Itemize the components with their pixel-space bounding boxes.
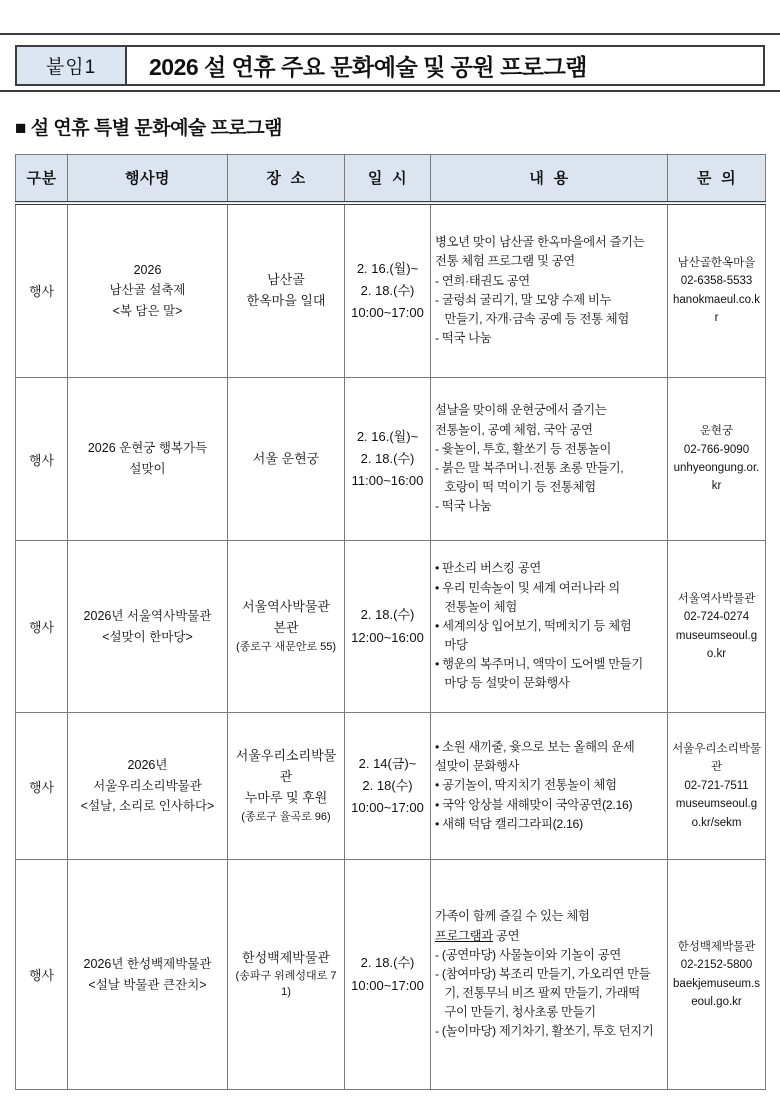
column-header: 내 용 [431,155,668,203]
content-cell [431,541,668,713]
column-header: 장 소 [228,155,345,203]
section-heading: ■ 설 연휴 특별 문화예술 프로그램 [15,118,282,139]
content-underlined-text: 프로그램과 [435,928,493,943]
content-line: 설맞이 문화행사 [435,759,520,774]
contact-cell [668,203,766,378]
datetime-cell [345,378,431,541]
contact-line: 02-2152-5800 [680,959,753,972]
contact-cell [668,860,766,1090]
table-row [16,203,766,378]
datetime-line: 11:00~16:00 [351,473,424,489]
category-label: 행사 [28,968,55,983]
contact-cell [668,541,766,713]
event-name-cell [68,378,228,541]
event-name-line: 서울우리소리박물관 [93,778,202,793]
content-cell [431,713,668,860]
event-name-line: 2026년 서울역사박물관 [83,608,212,623]
event-name-line: 설맞이 [129,462,166,476]
place-cell [228,203,345,378]
content-line: - 굴렁쇠 굴리기, 말 모양 수제 비누 [435,292,612,307]
event-name-cell [68,860,228,1090]
contact-cell [668,713,766,860]
content-cell [431,860,668,1090]
content-cell [431,203,668,378]
content-line: 전통놀이, 공예 체험, 국악 공연 [435,422,593,437]
content-line: 기, 전통무늬 비즈 팔찌 만들기, 가래떡 [435,986,640,1001]
content-line: 마당 [435,638,468,653]
contact-line: 남산골한옥마을 [677,256,756,269]
content-line: 설날을 맞이해 운현궁에서 즐기는 [435,403,607,418]
content-line: 가족이 함께 즐길 수 있는 체험 [435,909,590,924]
event-name-line: <복 담은 말> [112,304,183,319]
place-cell [228,860,345,1090]
category-cell [16,860,68,1090]
datetime-line: 2. 14(금)~ [358,755,417,771]
datetime-line: 2. 18.(수) [360,450,415,466]
category-cell [16,203,68,378]
content-line: • 국악 앙상블 새해맞이 국악공연(2.16) [435,797,633,812]
event-name-line: 2026년 [127,758,168,773]
content-line [435,927,663,946]
category-label: 행사 [28,452,55,468]
content-line: 구이 만들기, 청사초롱 만들기 [435,1005,596,1020]
contact-line: 02-6358-5533 [680,275,753,288]
content-line: 만들기, 자개·금속 공예 등 전통 체험 [435,311,629,326]
datetime-line: 2. 18.(수) [360,282,415,298]
content-line: - (공연마당) 사물놀이와 기놀이 공연 [435,947,621,962]
category-label: 행사 [28,779,55,795]
datetime-line: 2. 18(수) [362,777,413,793]
datetime-line: 2. 18.(수) [360,955,415,971]
datetime-cell [345,541,431,713]
content-line: • 소원 새끼줄, 윷으로 보는 올해의 운세 [435,740,635,755]
content-line: • 판소리 버스킹 공연 [435,561,541,576]
table-row [16,541,766,713]
datetime-line: 10:00~17:00 [351,977,424,993]
attachment-badge: 붙임1 [17,47,127,84]
contact-line: 한성백제박물관 [677,940,756,953]
event-name-line: <설날 박물관 큰잔치> [88,977,207,992]
page [0,33,780,1090]
datetime-cell [345,860,431,1090]
content-cell [431,378,668,541]
content-text: 공연 [492,928,520,943]
event-name-line: 2026 [133,262,162,277]
datetime-line: 12:00~16:00 [351,629,424,645]
datetime-line: 10:00~17:00 [351,800,424,816]
top-divider [0,33,780,35]
content-line: 전통 체험 프로그램 및 공연 [435,254,575,269]
content-line: - (참여마당) 복조리 만들기, 가오리연 만들 [435,966,651,981]
place-cell [228,541,345,713]
contact-line: unhyeongung.or.kr [673,462,760,493]
column-header: 문 의 [668,155,766,203]
datetime-line: 2. 18.(수) [360,607,415,623]
attachment-title: 2026 설 연휴 주요 문화예술 및 공원 프로그램 [149,54,587,80]
content-line: - (놀이마당) 제기차기, 활쏘기, 투호 던지기 [435,1024,654,1039]
place-line: 한성백제박물관 [242,949,330,965]
content-line: 전통놀이 체험 [435,599,517,614]
place-address: (송파구 위례성대로 71) [235,970,337,999]
contact-line: hanokmaeul.co.kr [673,293,760,325]
category-cell [16,378,68,541]
content-line: • 공기놀이, 딱지치기 전통놀이 체험 [435,778,617,793]
table-header-row [16,155,766,203]
place-line: 누마루 및 후원 [244,789,328,805]
content-line: - 떡국 나눔 [435,499,492,514]
attachment-header [15,45,765,86]
contact-line: baekjemuseum.seoul.go.kr [673,977,760,1008]
table-row [16,713,766,860]
content-line: - 윷놀이, 투호, 활쏘기 등 전통놀이 [435,441,612,456]
place-line: 서울역사박물관 [242,599,330,615]
datetime-cell [345,203,431,378]
place-line: 본관 [273,620,299,636]
column-header: 구분 [16,155,68,203]
place-line: 서울우리소리박물관 [235,748,337,785]
place-cell [228,378,345,541]
content-line: - 붉은 말 복주머니·전통 초롱 만들기, [435,461,624,475]
place-address: (종로구 새문안로 55) [235,640,337,653]
category-cell [16,713,68,860]
contact-line: 02-724-0274 [683,611,750,624]
table-row [16,378,766,541]
category-label: 행사 [28,620,55,635]
contact-line: museumseoul.go.kr/sekm [675,798,758,829]
category-cell [16,541,68,713]
contact-line: 서울역사박물관 [677,592,756,605]
content-line: • 세계의상 입어보기, 떡메치기 등 체험 [435,618,632,633]
place-line: 한옥마을 일대 [246,292,326,308]
contact-line: 02-721-7511 [684,779,749,792]
column-header: 일 시 [345,155,431,203]
content-line: • 행운의 복주머니, 액막이 도어벨 만들기 [435,657,643,672]
content-line: - 연희·태권도 공연 [435,273,530,288]
content-line: 병오년 맞이 남산골 한옥마을에서 즐기는 [435,235,645,250]
datetime-cell [345,713,431,860]
place-line: 남산골 [267,271,305,287]
event-name-cell [68,713,228,860]
content-line: • 새해 덕담 캘리그라피(2.16) [435,816,583,831]
content-line: 마당 등 설맞이 문화행사 [435,676,570,691]
place-cell [228,713,345,860]
event-name-cell [68,203,228,378]
content-line: - 떡국 나눔 [435,331,492,346]
program-table [15,154,766,1090]
column-header: 행사명 [68,155,228,203]
datetime-line: 10:00~17:00 [351,304,424,320]
contact-line: 운현궁 [699,425,734,438]
contact-line: 02-766-9090 [683,443,750,456]
contact-cell [668,378,766,541]
event-name-cell [68,541,228,713]
content-line: • 우리 민속놀이 및 세계 여러나라 의 [435,580,620,595]
category-label: 행사 [28,284,55,300]
event-name-line: 2026 운현궁 행복가득 [87,441,208,456]
header-bottom-divider [0,90,780,92]
place-line: 서울 운현궁 [252,450,320,466]
datetime-line: 2. 16.(월)~ [356,428,419,444]
event-name-line: 2026년 한성백제박물관 [83,956,212,971]
event-name-line: <설날, 소리로 인사하다> [80,799,215,814]
contact-line: 서울우리소리박물관 [672,743,761,774]
content-line: 호랑이 떡 먹이기 등 전통체험 [435,480,596,495]
contact-line: museumseoul.go.kr [675,629,758,660]
datetime-line: 2. 16.(월)~ [356,260,419,276]
event-name-line: <설맞이 한마당> [102,629,193,644]
table-row [16,860,766,1090]
place-address: (종로구 율곡로 96) [241,810,331,823]
event-name-line: 남산골 설축제 [109,283,186,298]
